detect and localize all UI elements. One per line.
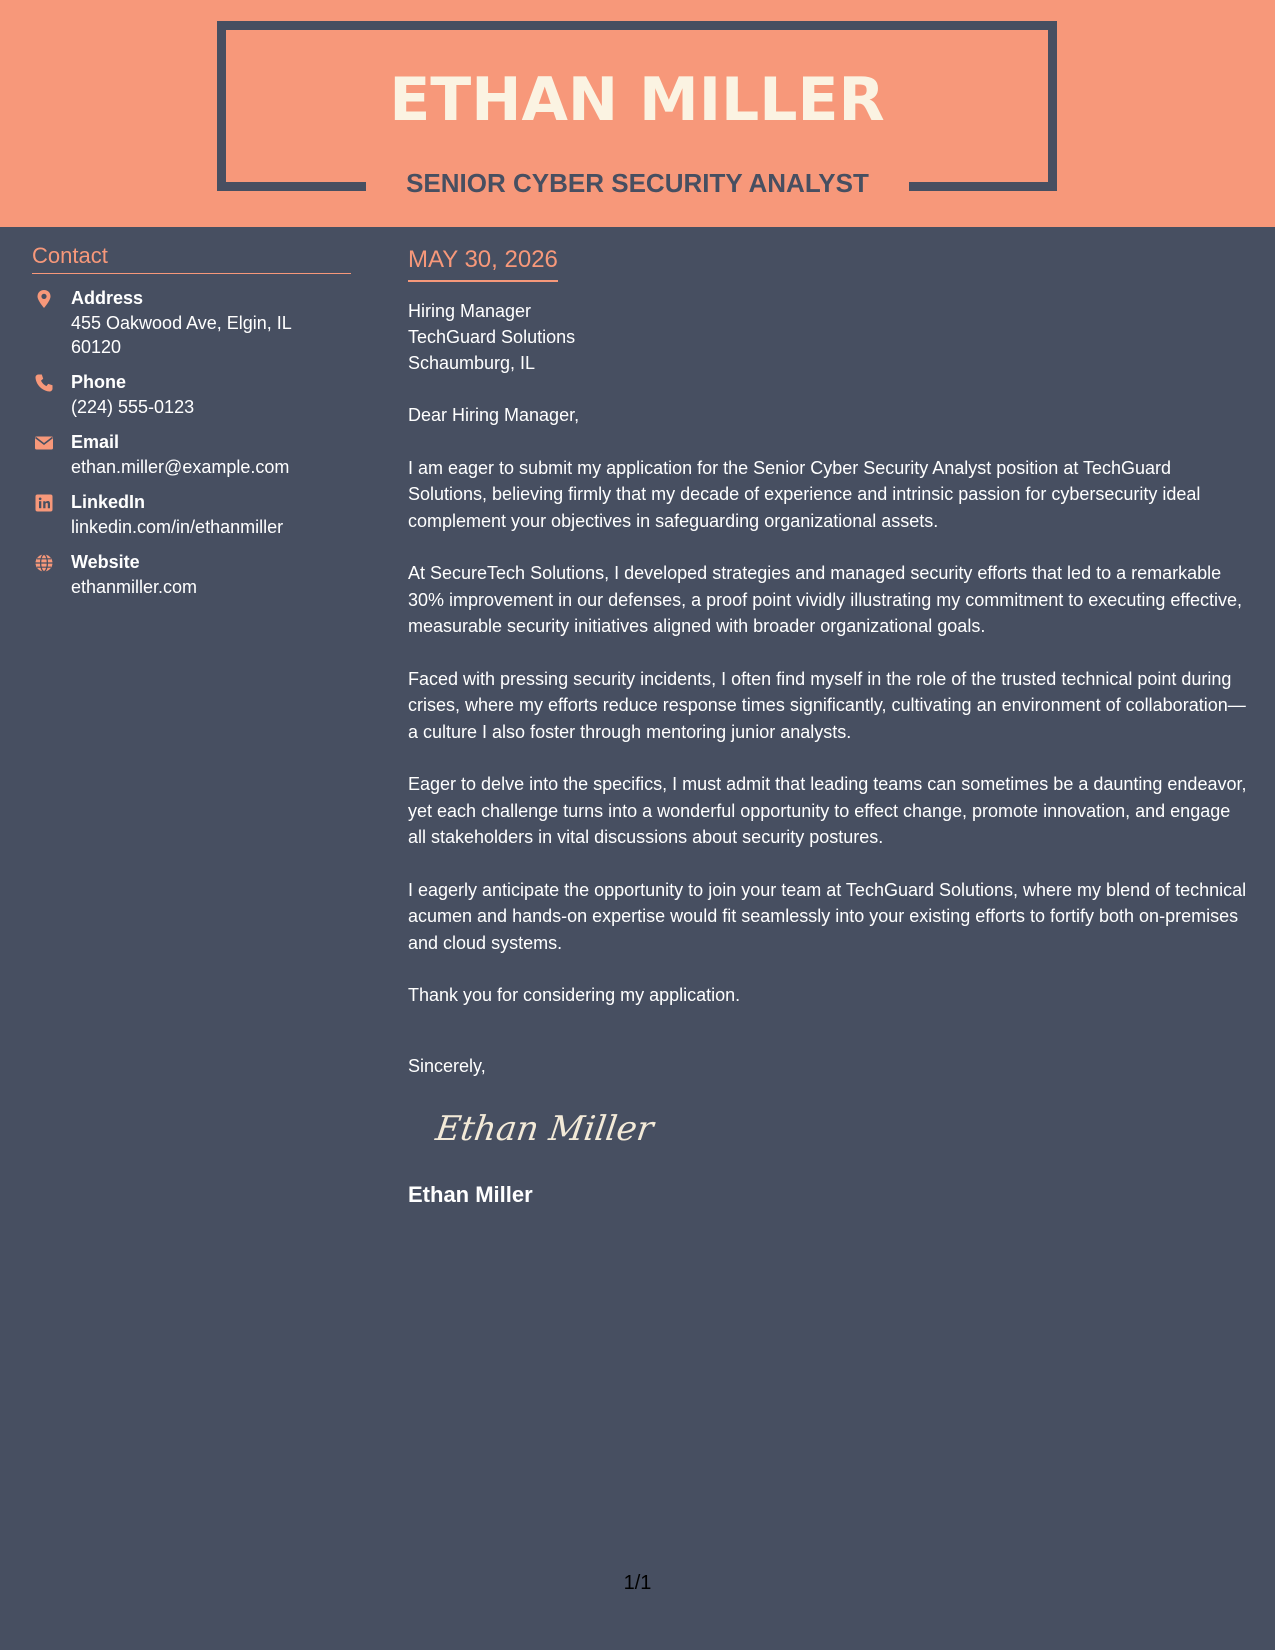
- recipient-line: Schaumburg, IL: [408, 353, 536, 373]
- closing: Sincerely,: [408, 1055, 486, 1076]
- page-number: 1/1: [623, 1572, 652, 1594]
- globe-icon: [34, 553, 54, 573]
- contact-sidebar: [32, 242, 351, 610]
- applicant-name: ETHAN MILLER: [389, 65, 885, 135]
- body-paragraph: Faced with pressing security incidents, I often find myself in the role of the trusted technical point during crises, where my efforts reduce response times significantly, cultivating an environment of collaboration—a culture I also foster through mentoring junior analysts.: [408, 668, 1246, 742]
- linkedin-icon: [34, 493, 54, 513]
- contact-value: 455 Oakwood Ave, Elgin, IL 60120: [71, 313, 292, 357]
- recipient-block: [408, 298, 1248, 376]
- phone-icon: [34, 373, 54, 393]
- thanks-line: Thank you for considering my application.: [408, 985, 741, 1005]
- letter-date: MAY 30, 2026: [408, 244, 558, 282]
- map-pin-icon: [34, 289, 54, 309]
- signature: Ethan Miller: [433, 1109, 656, 1149]
- body-paragraph: At SecureTech Solutions, I developed strategies and managed security efforts that led to a remarkable 30% improvement in our defenses, a proof point vividly illustrating my commitment to executing effective, measurable security initiatives aligned with broader organizational goals.: [408, 563, 1243, 636]
- contact-label: Address: [71, 288, 144, 308]
- contact-phone: [32, 370, 351, 419]
- job-title: SENIOR CYBER SECURITY ANALYST: [406, 168, 869, 198]
- body-paragraph: Eager to delve into the specifics, I must admit that leading teams can sometimes be a daunting endeavor, yet each challenge turns into a wonderful opportunity to effect change, promote innovation, and engage all stakeholders in vital discussions about security postures.: [408, 774, 1247, 847]
- contact-email: [32, 430, 351, 479]
- recipient-line: TechGuard Solutions: [408, 327, 576, 347]
- contact-label: Phone: [71, 372, 127, 392]
- contact-address: [32, 286, 351, 359]
- contact-value: (224) 555-0123: [71, 397, 195, 417]
- contact-linkedin: [32, 490, 351, 539]
- header-banner: [0, 0, 1275, 227]
- signer-name: Ethan Miller: [408, 1182, 533, 1207]
- contact-value: ethanmiller.com: [71, 577, 198, 597]
- contact-value: ethan.miller@example.com: [71, 457, 290, 477]
- contact-label: Email: [71, 432, 120, 452]
- body-paragraph: I eagerly anticipate the opportunity to join your team at TechGuard Solutions, where my blend of technical acumen and hands-on expertise would fit seamlessly into your existing efforts to fortify both on-premises and cloud systems.: [408, 879, 1247, 953]
- contact-value: linkedin.com/in/ethanmiller: [71, 517, 284, 537]
- contact-label: LinkedIn: [71, 492, 146, 512]
- recipient-line: Hiring Manager: [408, 301, 532, 321]
- contact-label: Website: [71, 552, 140, 572]
- contact-website: [32, 550, 351, 599]
- letter-body: [408, 244, 1248, 1209]
- body-paragraph: I am eager to submit my application for the Senior Cyber Security Analyst position at TechGuard Solutions, believing firmly that my decade of experience and intrinsic passion for cybersecurity ideal complement your objectives in safeguarding organizational assets.: [408, 457, 1201, 531]
- contact-heading: Contact: [32, 242, 351, 274]
- salutation: Dear Hiring Manager,: [408, 405, 580, 425]
- envelope-icon: [34, 433, 54, 453]
